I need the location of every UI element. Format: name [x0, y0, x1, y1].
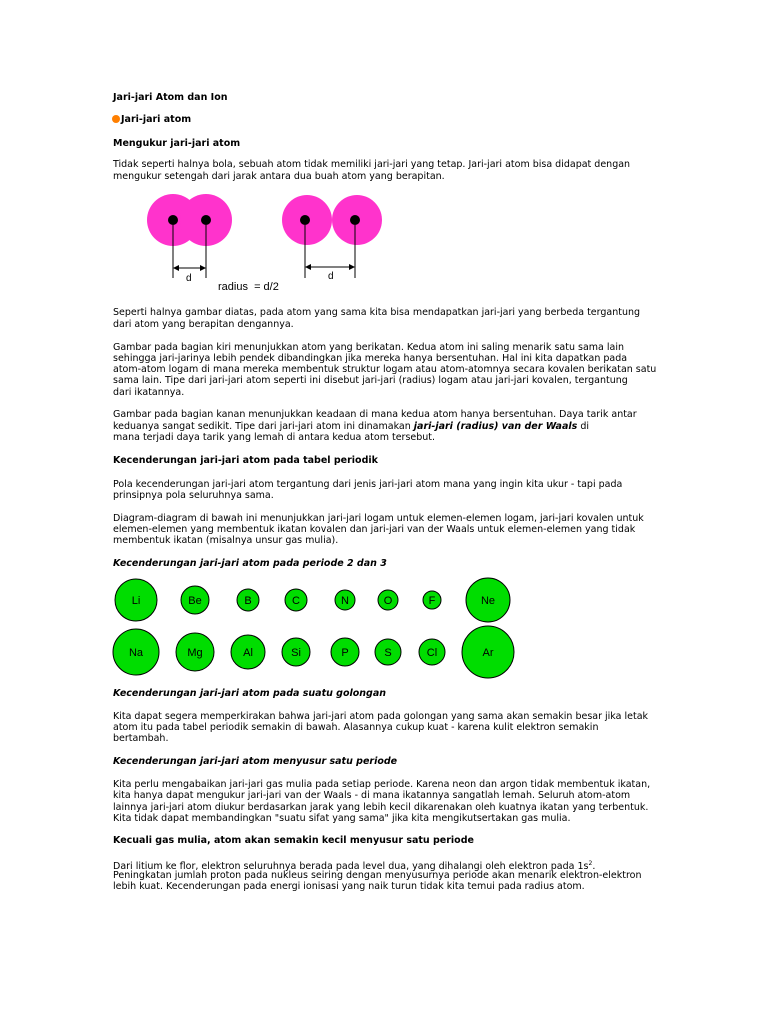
section-heading: Jari-jari atom: [121, 114, 192, 125]
element-symbol: F: [428, 595, 436, 607]
element-symbol: O: [383, 595, 393, 607]
heading-measure: Mengukur jari-jari atom: [113, 138, 241, 149]
element-ar: [462, 626, 514, 678]
element-symbol: Na: [128, 647, 144, 659]
element-c: [285, 589, 307, 611]
element-symbol: P: [341, 647, 349, 659]
element-p: [331, 638, 359, 666]
element-symbol: Si: [291, 647, 301, 659]
element-s: [375, 639, 401, 665]
element-na: [113, 629, 159, 675]
radius-formula: radius = d/2: [218, 281, 279, 293]
element-symbol: N: [341, 595, 349, 607]
heading-across: Kecenderungan jari-jari atom menyusur satu periode: [113, 756, 398, 767]
d-label-left: d: [186, 273, 192, 284]
heading-period: Kecenderungan jari-jari atom pada periode 2 dan 3: [113, 558, 387, 569]
element-li: [115, 579, 157, 621]
element-symbol: C: [292, 595, 300, 607]
element-o: [378, 590, 398, 610]
element-symbol: Ne: [480, 595, 496, 607]
element-symbol: Al: [243, 647, 253, 659]
element-mg: [176, 633, 214, 671]
van-der-waals-term: jari-jari (radius) van der Waals: [413, 421, 578, 432]
heading-group: Kecenderungan jari-jari atom pada suatu golongan: [113, 688, 387, 699]
element-b: [237, 589, 259, 611]
element-symbol: Mg: [187, 647, 203, 659]
element-symbol: Be: [188, 595, 202, 607]
element-symbol: Ar: [482, 647, 494, 659]
heading-except: Kecuali gas mulia, atom akan semakin kecil menyusur satu periode: [113, 835, 474, 846]
element-al: [231, 635, 265, 669]
d-label-right: d: [328, 271, 334, 282]
element-symbol: Cl: [426, 647, 438, 659]
element-si: [282, 638, 310, 666]
element-cl: [419, 639, 445, 665]
element-n: [335, 590, 355, 610]
element-ne: [466, 578, 510, 622]
heading-trend: Kecenderungan jari-jari atom pada tabel periodik: [113, 455, 378, 466]
element-f: [423, 591, 441, 609]
element-symbol: Li: [131, 595, 141, 607]
element-symbol: S: [384, 647, 392, 659]
element-be: [181, 586, 209, 614]
page-title: Jari-jari Atom dan Ion: [113, 92, 228, 103]
element-symbol: B: [244, 595, 252, 607]
